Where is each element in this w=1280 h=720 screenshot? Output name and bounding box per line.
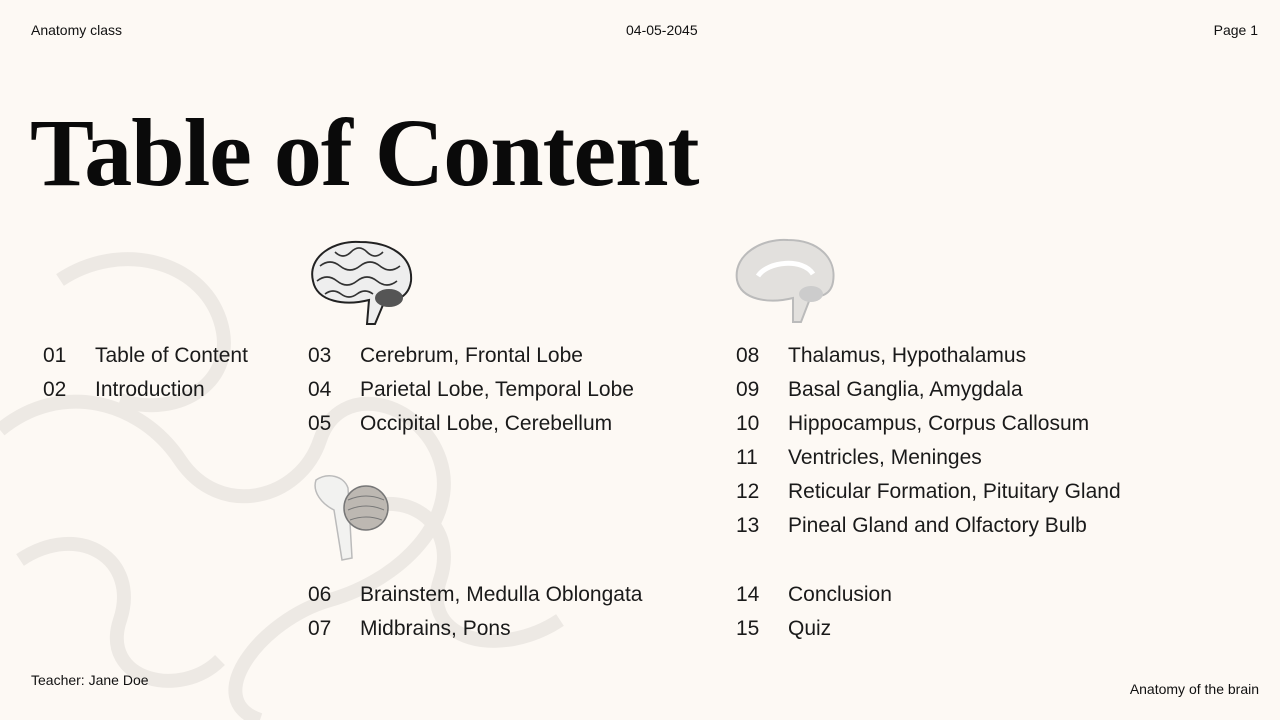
toc-item[interactable]: 05 Occipital Lobe, Cerebellum [308,412,613,435]
toc-item[interactable]: 15 Quiz [736,617,832,640]
teacher-name: Teacher: Jane Doe [31,672,149,688]
toc-item[interactable]: 02 Introduction [43,378,205,401]
toc-item[interactable]: 13 Pineal Gland and Olfactory Bulb [736,514,1087,537]
toc-item[interactable]: 08 Thalamus, Hypothalamus [736,344,1027,367]
toc-item[interactable]: 03 Cerebrum, Frontal Lobe [308,344,583,367]
brain-side-illustration [305,236,415,326]
page-number: Page 1 [1213,22,1258,38]
toc-item[interactable]: 11 Ventricles, Meninges [736,446,982,469]
toc-item[interactable]: 06 Brainstem, Medulla Oblongata [308,583,643,606]
toc-item[interactable]: 01 Table of Content [43,344,248,367]
toc-item[interactable]: 14 Conclusion [736,583,892,606]
brainstem-illustration [308,470,392,562]
toc-item[interactable]: 10 Hippocampus, Corpus Callosum [736,412,1090,435]
toc-item[interactable]: 09 Basal Ganglia, Amygdala [736,378,1023,401]
toc-item[interactable]: 04 Parietal Lobe, Temporal Lobe [308,378,634,401]
footer-subject: Anatomy of the brain [1129,681,1259,697]
class-name: Anatomy class [31,22,123,38]
brain-sagittal-illustration [733,236,837,324]
date: 04-05-2045 [626,22,698,38]
page-title: Table of Content [30,99,699,206]
toc-item[interactable]: 07 Midbrains, Pons [308,617,511,640]
toc-item[interactable]: 12 Reticular Formation, Pituitary Gland [736,480,1121,503]
